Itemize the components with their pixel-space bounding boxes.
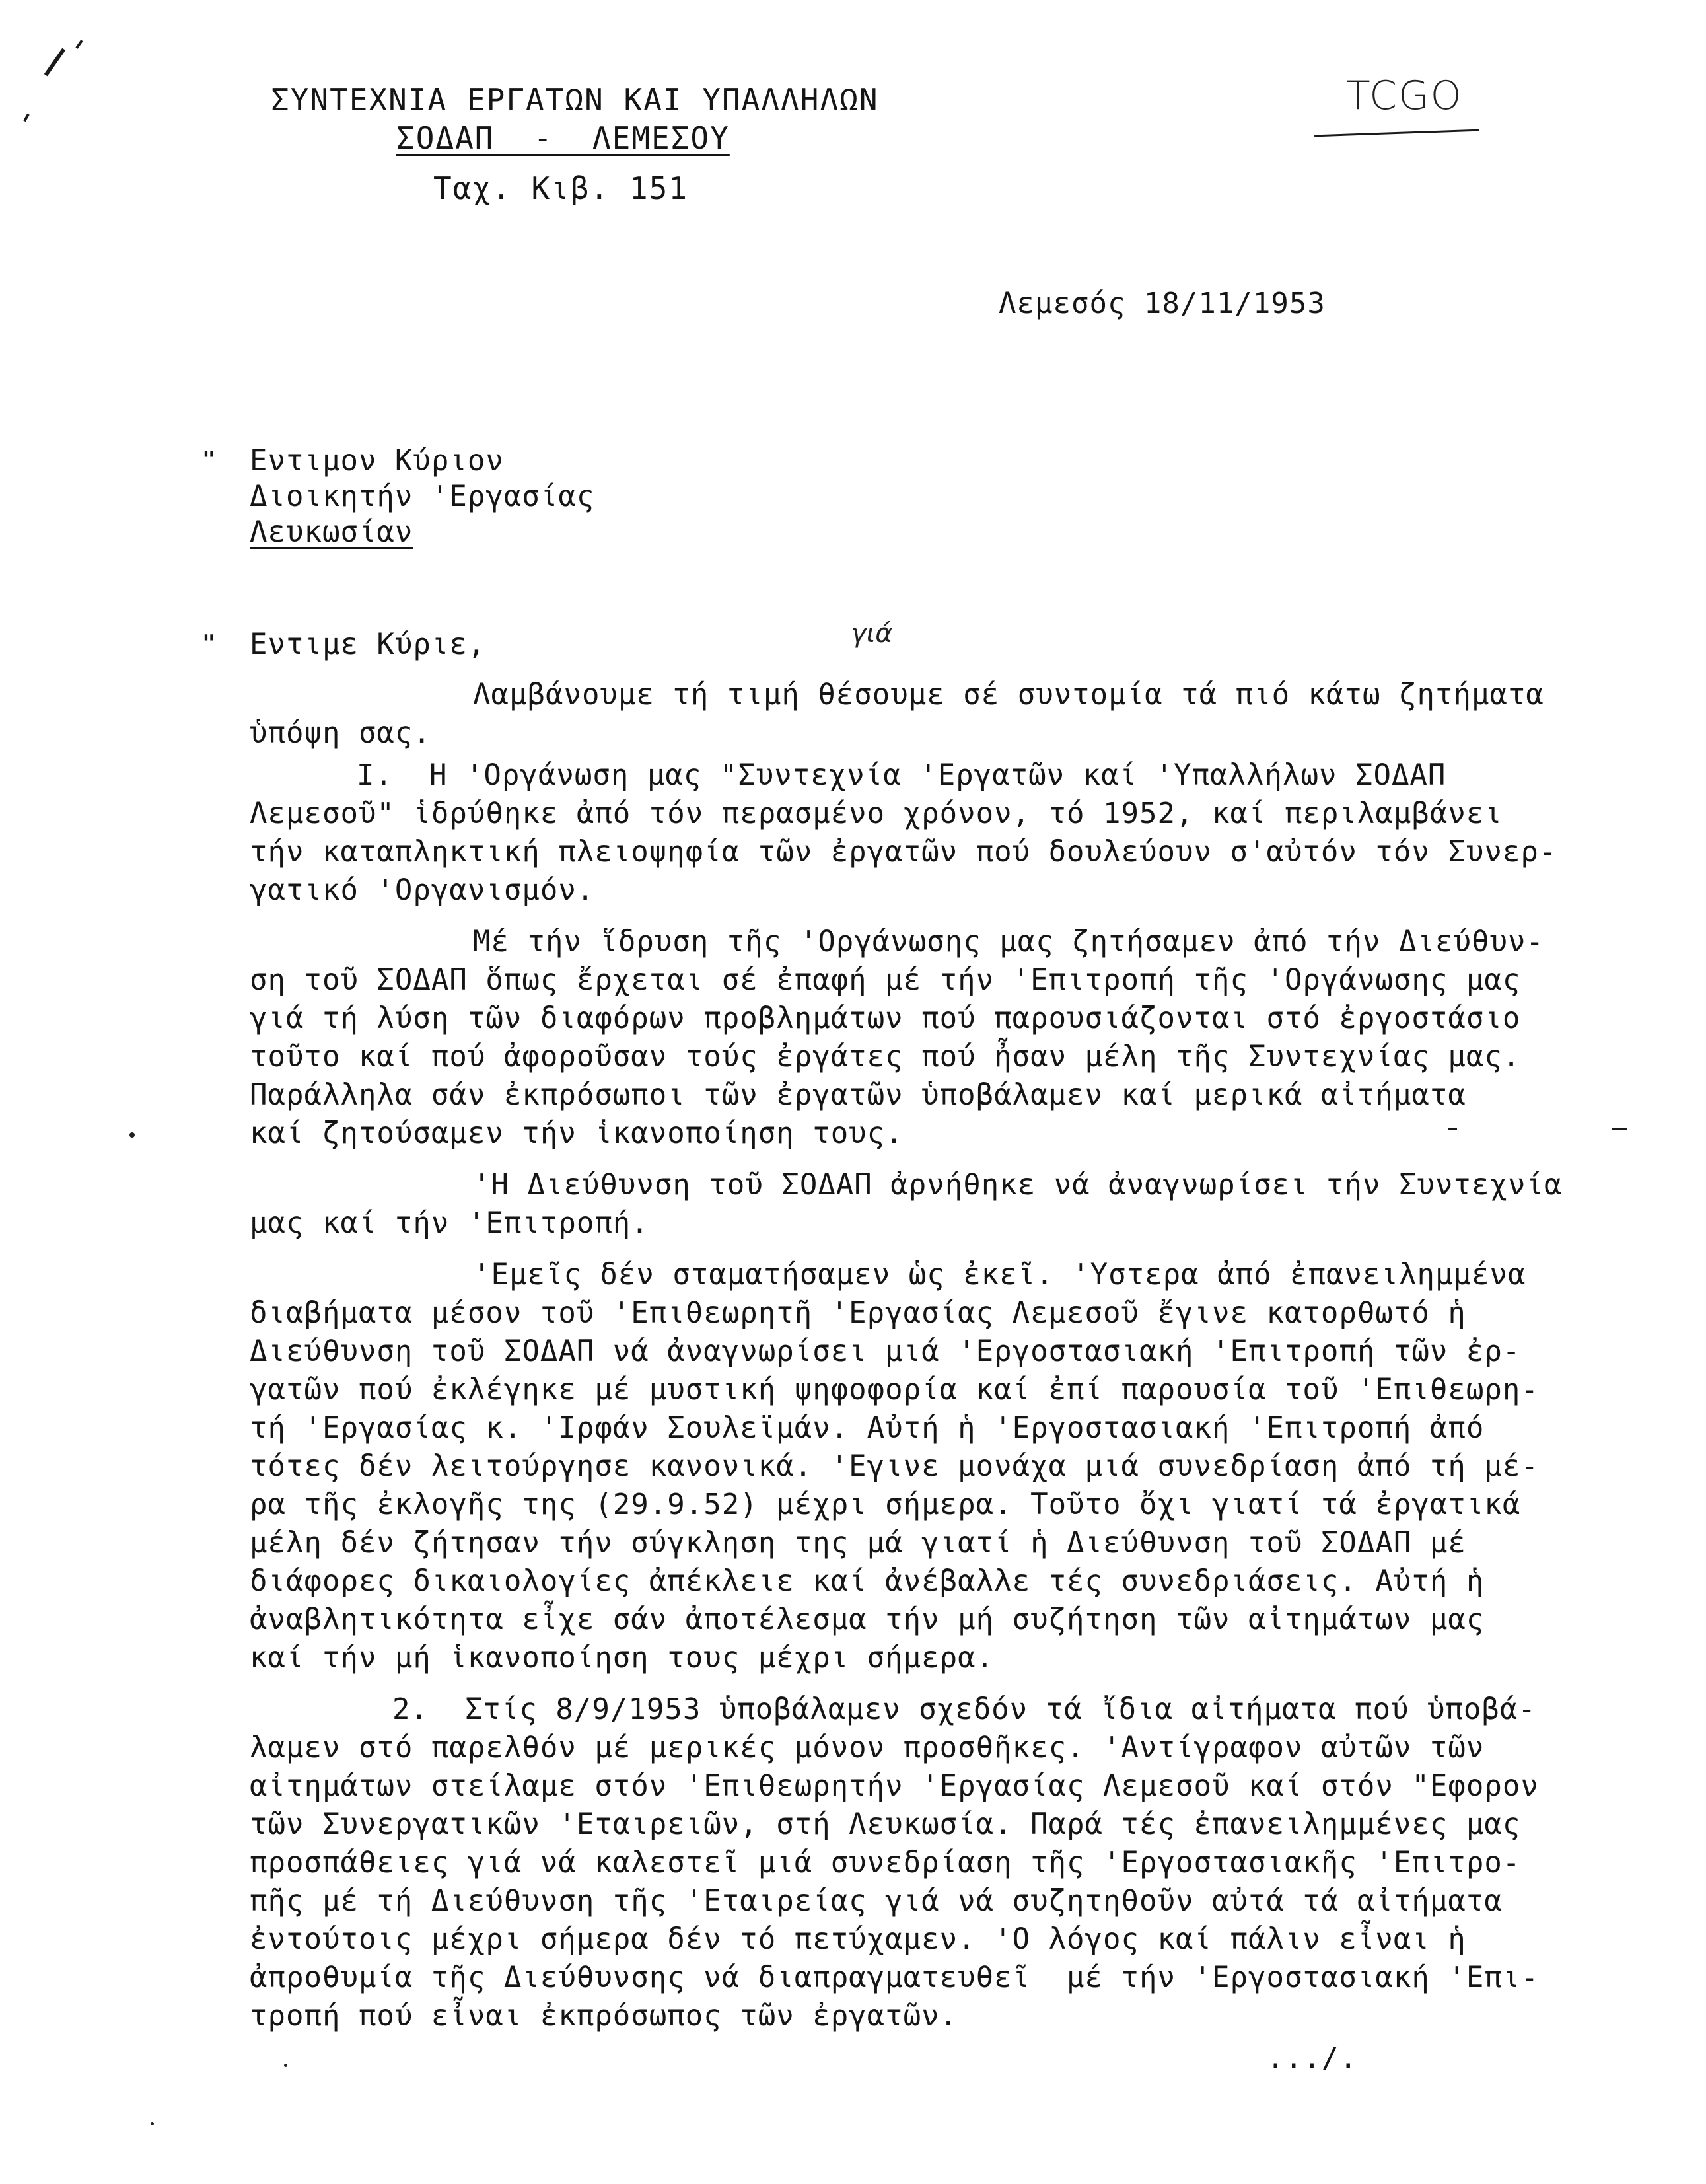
body-line: διάφορες δικαιολογίες ἀπέκλειε καί ἀνέβαλλε τές συνεδριάσεις. Αὐτή ἡ: [250, 1564, 1485, 1598]
body-line: αἰτημάτων στείλαμε στόν 'Επιθεωρητήν 'Εργασίας Λεμεσοῦ καί στόν "Εφορον: [250, 1769, 1539, 1803]
body-line: τήν καταπληκτική πλειοψηφία τῶν ἐργατῶν πού δουλεύουν σ'αὐτόν τόν Συνερ-: [250, 835, 1557, 869]
body-line: γατικό 'Οργανισμόν.: [250, 873, 595, 907]
body-line: Μέ τήν ἵδρυση τῆς 'Οργάνωσης μας ζητήσαμεν ἀπό τήν Διεύθυν-: [473, 925, 1544, 959]
pen-mark-tiny: [23, 114, 29, 122]
body-line: ση τοῦ ΣΟΔΑΠ ὅπως ἔρχεται σέ ἐπαφή μέ τήν 'Επιτροπή τῆς 'Οργάνωσης μας: [250, 963, 1521, 997]
body-line: 2. Στίς 8/9/1953 ὑποβάλαμεν σχεδόν τά ἴδια αἰτήματα πού ὑποβά-: [392, 1693, 1536, 1726]
org-branch: ΣΟΔΑΠ - ΛΕΜΕΣΟΥ: [396, 120, 730, 156]
body-line: Διεύθυνση τοῦ ΣΟΔΑΠ νά ἀναγνωρίσει μιά 'Εργοστασιακή 'Επιτροπή τῶν ἐρ-: [250, 1334, 1521, 1368]
scan-dash: [1448, 1128, 1457, 1130]
body-line: ἀπροθυμία τῆς Διεύθυνσης νά διαπραγματευθεῖ μέ τήν 'Εργοστασιακή 'Επι-: [250, 1961, 1539, 1994]
body-line: μας καί τήν 'Επιτροπή.: [250, 1206, 649, 1240]
body-line: προσπάθειες γιά νά καλεστεῖ μιά συνεδρίαση τῆς 'Εργοστασιακῆς 'Επιτρο-: [250, 1846, 1521, 1879]
handwritten-insertion: γιά: [851, 618, 893, 649]
body-line: ἐντούτοις μέχρι σήμερα δέν τό πετύχαμεν. 'Ο λόγος καί πάλιν εἶναι ἡ: [250, 1922, 1466, 1956]
body-line: λαμεν στό παρελθόν μέ μερικές μόνον προσθῆκες. 'Αντίγραφον αὐτῶν τῶν: [250, 1731, 1485, 1765]
scan-speck: [129, 1132, 135, 1138]
scan-dash: [1612, 1128, 1627, 1130]
body-line: ἀναβλητικότητα εἶχε σάν ἀποτέλεσμα τήν μή συζήτηση τῶν αἰτημάτων μας: [250, 1603, 1485, 1636]
file-reference-underline: [1314, 129, 1479, 137]
body-line: ὑπόψη σας.: [250, 716, 431, 750]
margin-tick: ": [202, 447, 216, 473]
body-line: γιά τή λύση τῶν διαφόρων προβλημάτων πού παρουσιάζονται στό ἐργοστάσιο: [250, 1001, 1521, 1035]
body-line: καί τήν μή ἱκανοποίηση τους μέχρι σήμερα.: [250, 1641, 995, 1675]
continuation-mark: .../.: [1267, 2041, 1358, 2075]
po-box: Ταχ. Κιβ. 151: [433, 170, 689, 206]
body-line: τῶν Συνεργατικῶν 'Εταιρειῶν, στή Λευκωσία. Παρά τές ἐπανειλημμένες μας: [250, 1807, 1521, 1841]
pen-mark-small: [75, 40, 83, 49]
body-line: μέλη δέν ζήτησαν τήν σύγκληση της μά γιατί ἡ Διεύθυνση τοῦ ΣΟΔΑΠ μέ: [250, 1526, 1466, 1560]
scan-speck: [284, 2064, 287, 2067]
body-line: I. Η 'Οργάνωση μας "Συντεχνία 'Εργατῶν καί 'Υπαλλήλων ΣΟΔΑΠ: [357, 758, 1446, 792]
body-line: Λεμεσοῦ" ἱδρύθηκε ἀπό τόν περασμένο χρόνον, τό 1952, καί περιλαμβάνει: [250, 797, 1503, 830]
body-line: τοῦτο καί πού ἀφοροῦσαν τούς ἐργάτες πού ἦσαν μέλη τῆς Συντεχνίας μας.: [250, 1040, 1521, 1074]
pen-mark: [44, 48, 65, 77]
body-line: 'Εμεῖς δέν σταματήσαμεν ὡς ἐκεῖ. 'Υστερα ἀπό ἐπανειλημμένα: [473, 1258, 1526, 1292]
body-line: τροπή πού εἶναι ἐκπρόσωπος τῶν ἐργατῶν.: [250, 1999, 958, 2033]
body-line: τότες δέν λειτούργησε κανονικά. 'Εγινε μονάχα μιά συνεδρίαση ἀπό τή μέ-: [250, 1449, 1539, 1483]
scan-speck: [151, 2122, 154, 2125]
org-name: ΣΥΝΤΕΧΝΙΑ ΕΡΓΑΤΩΝ ΚΑΙ ΥΠΑΛΛΗΛΩΝ: [271, 82, 879, 118]
recipient-line-2: Διοικητήν 'Εργασίας: [250, 480, 595, 513]
salutation: Εντιμε Κύριε,: [250, 628, 486, 661]
body-line: ρα τῆς ἐκλογῆς της (29.9.52) μέχρι σήμερα. Τοῦτο ὄχι γιατί τά ἐργατικά: [250, 1488, 1521, 1521]
margin-tick: ": [202, 630, 216, 657]
recipient-line-3: Λευκωσίαν: [250, 515, 413, 549]
recipient-line-1: Εντιμον Κύριον: [250, 444, 504, 478]
body-line: διαβήματα μέσον τοῦ 'Επιθεωρητῆ 'Εργασίας Λεμεσοῦ ἔγινε κατορθωτό ἡ: [250, 1296, 1466, 1330]
body-line: γατῶν πού ἐκλέγηκε μέ μυστική ψηφοφορία καί ἐπί παρουσία τοῦ 'Επιθεωρη-: [250, 1373, 1539, 1406]
body-line: καί ζητούσαμεν τήν ἱκανοποίηση τους.: [250, 1116, 904, 1150]
body-line: τή 'Εργασίας κ. 'Ιρφάν Σουλεϊμάν. Αὐτή ἡ 'Εργοστασιακή 'Επιτροπή ἀπό: [250, 1411, 1485, 1445]
body-line: Παράλληλα σάν ἐκπρόσωποι τῶν ἐργατῶν ὑποβάλαμεν καί μερικά αἰτήματα: [250, 1078, 1466, 1112]
body-line: Λαμβάνουμε τή τιμή θέσουμε σέ συντομία τά πιό κάτω ζητήματα: [473, 678, 1544, 711]
body-line: 'Η Διεύθυνση τοῦ ΣΟΔΑΠ ἀρνήθηκε νά ἀναγνωρίσει τήν Συντεχνία: [473, 1168, 1563, 1202]
file-reference-handwritten: TCGO: [1346, 73, 1463, 119]
body-line: πῆς μέ τή Διεύθυνση τῆς 'Εταιρείας γιά νά συζητηθοῦν αὐτά τά αἰτήματα: [250, 1884, 1503, 1918]
letter-date: Λεμεσός 18/11/1953: [999, 287, 1326, 320]
